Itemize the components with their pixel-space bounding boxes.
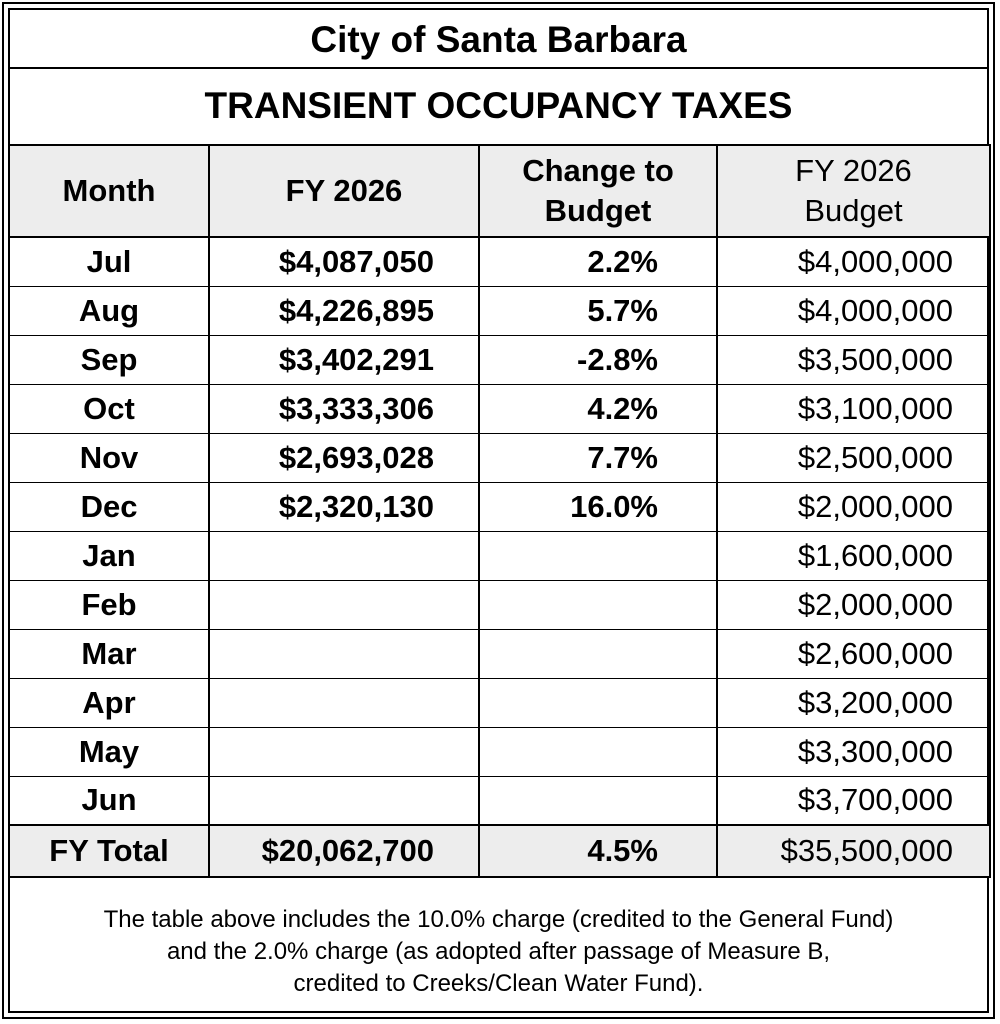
tax-table [8,144,991,878]
fy-cell: $3,333,306 [209,384,479,433]
month-cell: May [9,727,209,776]
change-cell: 2.2% [479,237,717,286]
budget-cell: $3,300,000 [717,727,990,776]
month-cell: Nov [9,433,209,482]
budget-cell: $2,600,000 [717,629,990,678]
footnote-line-3: credited to Creeks/Clean Water Fund). [293,970,704,997]
fy-cell: $2,320,130 [209,482,479,531]
change-cell [479,727,717,776]
table-row [9,678,990,727]
footnote [8,904,989,1000]
month-cell: Aug [9,286,209,335]
table-row [9,335,990,384]
month-cell: Feb [9,580,209,629]
table-row [9,727,990,776]
column-header-change [479,145,717,237]
month-cell: Jun [9,776,209,825]
month-cell: Oct [9,384,209,433]
month-cell: Jul [9,237,209,286]
budget-cell: $3,100,000 [717,384,990,433]
fy-cell [209,776,479,825]
month-cell: Dec [9,482,209,531]
fy-cell [209,629,479,678]
footnote-line-1: The table above includes the 10.0% charge (credited to the General Fund) [103,906,894,933]
table-row [9,776,990,825]
column-header-month-label: Month [62,173,156,208]
budget-cell: $2,000,000 [717,580,990,629]
table-row [9,237,990,286]
total-label-cell: FY Total [9,825,209,877]
table-row [9,629,990,678]
fy-cell [209,531,479,580]
change-cell [479,629,717,678]
change-cell [479,531,717,580]
change-cell: -2.8% [479,335,717,384]
change-cell: 16.0% [479,482,717,531]
total-budget-cell: $35,500,000 [717,825,990,877]
table-row [9,384,990,433]
table-row [9,433,990,482]
change-cell [479,580,717,629]
total-row [9,825,990,877]
fy-cell: $2,693,028 [209,433,479,482]
budget-cell: $4,000,000 [717,237,990,286]
column-header-fy [209,145,479,237]
title-divider [8,67,989,69]
column-header-budget [717,145,990,237]
change-cell: 7.7% [479,433,717,482]
table-row [9,286,990,335]
fy-cell [209,580,479,629]
fy-cell: $4,226,895 [209,286,479,335]
budget-cell: $4,000,000 [717,286,990,335]
fy-cell: $3,402,291 [209,335,479,384]
fy-cell: $4,087,050 [209,237,479,286]
month-cell: Mar [9,629,209,678]
change-cell [479,776,717,825]
change-cell: 5.7% [479,286,717,335]
month-cell: Jan [9,531,209,580]
budget-cell: $3,500,000 [717,335,990,384]
column-header-change-line1: Change to [522,153,674,188]
column-header-month [9,145,209,237]
fy-cell [209,727,479,776]
total-change-cell: 4.5% [479,825,717,877]
column-header-budget-line2: Budget [804,193,903,228]
page-title: City of Santa Barbara [310,19,687,60]
budget-cell: $3,200,000 [717,678,990,727]
month-cell: Apr [9,678,209,727]
fy-cell [209,678,479,727]
month-cell: Sep [9,335,209,384]
page-subtitle: TRANSIENT OCCUPANCY TAXES [204,85,793,126]
footnote-line-2: and the 2.0% charge (as adopted after passage of Measure B, [166,938,831,965]
column-header-fy-label: FY 2026 [285,173,403,208]
table-row [9,580,990,629]
column-header-budget-line1: FY 2026 [795,153,912,188]
change-cell [479,678,717,727]
budget-cell: $3,700,000 [717,776,990,825]
budget-cell: $2,500,000 [717,433,990,482]
budget-cell: $2,000,000 [717,482,990,531]
change-cell: 4.2% [479,384,717,433]
column-header-change-line2: Budget [544,193,652,228]
budget-cell: $1,600,000 [717,531,990,580]
table-row [9,531,990,580]
table-row [9,482,990,531]
total-fy-cell: $20,062,700 [209,825,479,877]
table-header-row [9,145,990,237]
